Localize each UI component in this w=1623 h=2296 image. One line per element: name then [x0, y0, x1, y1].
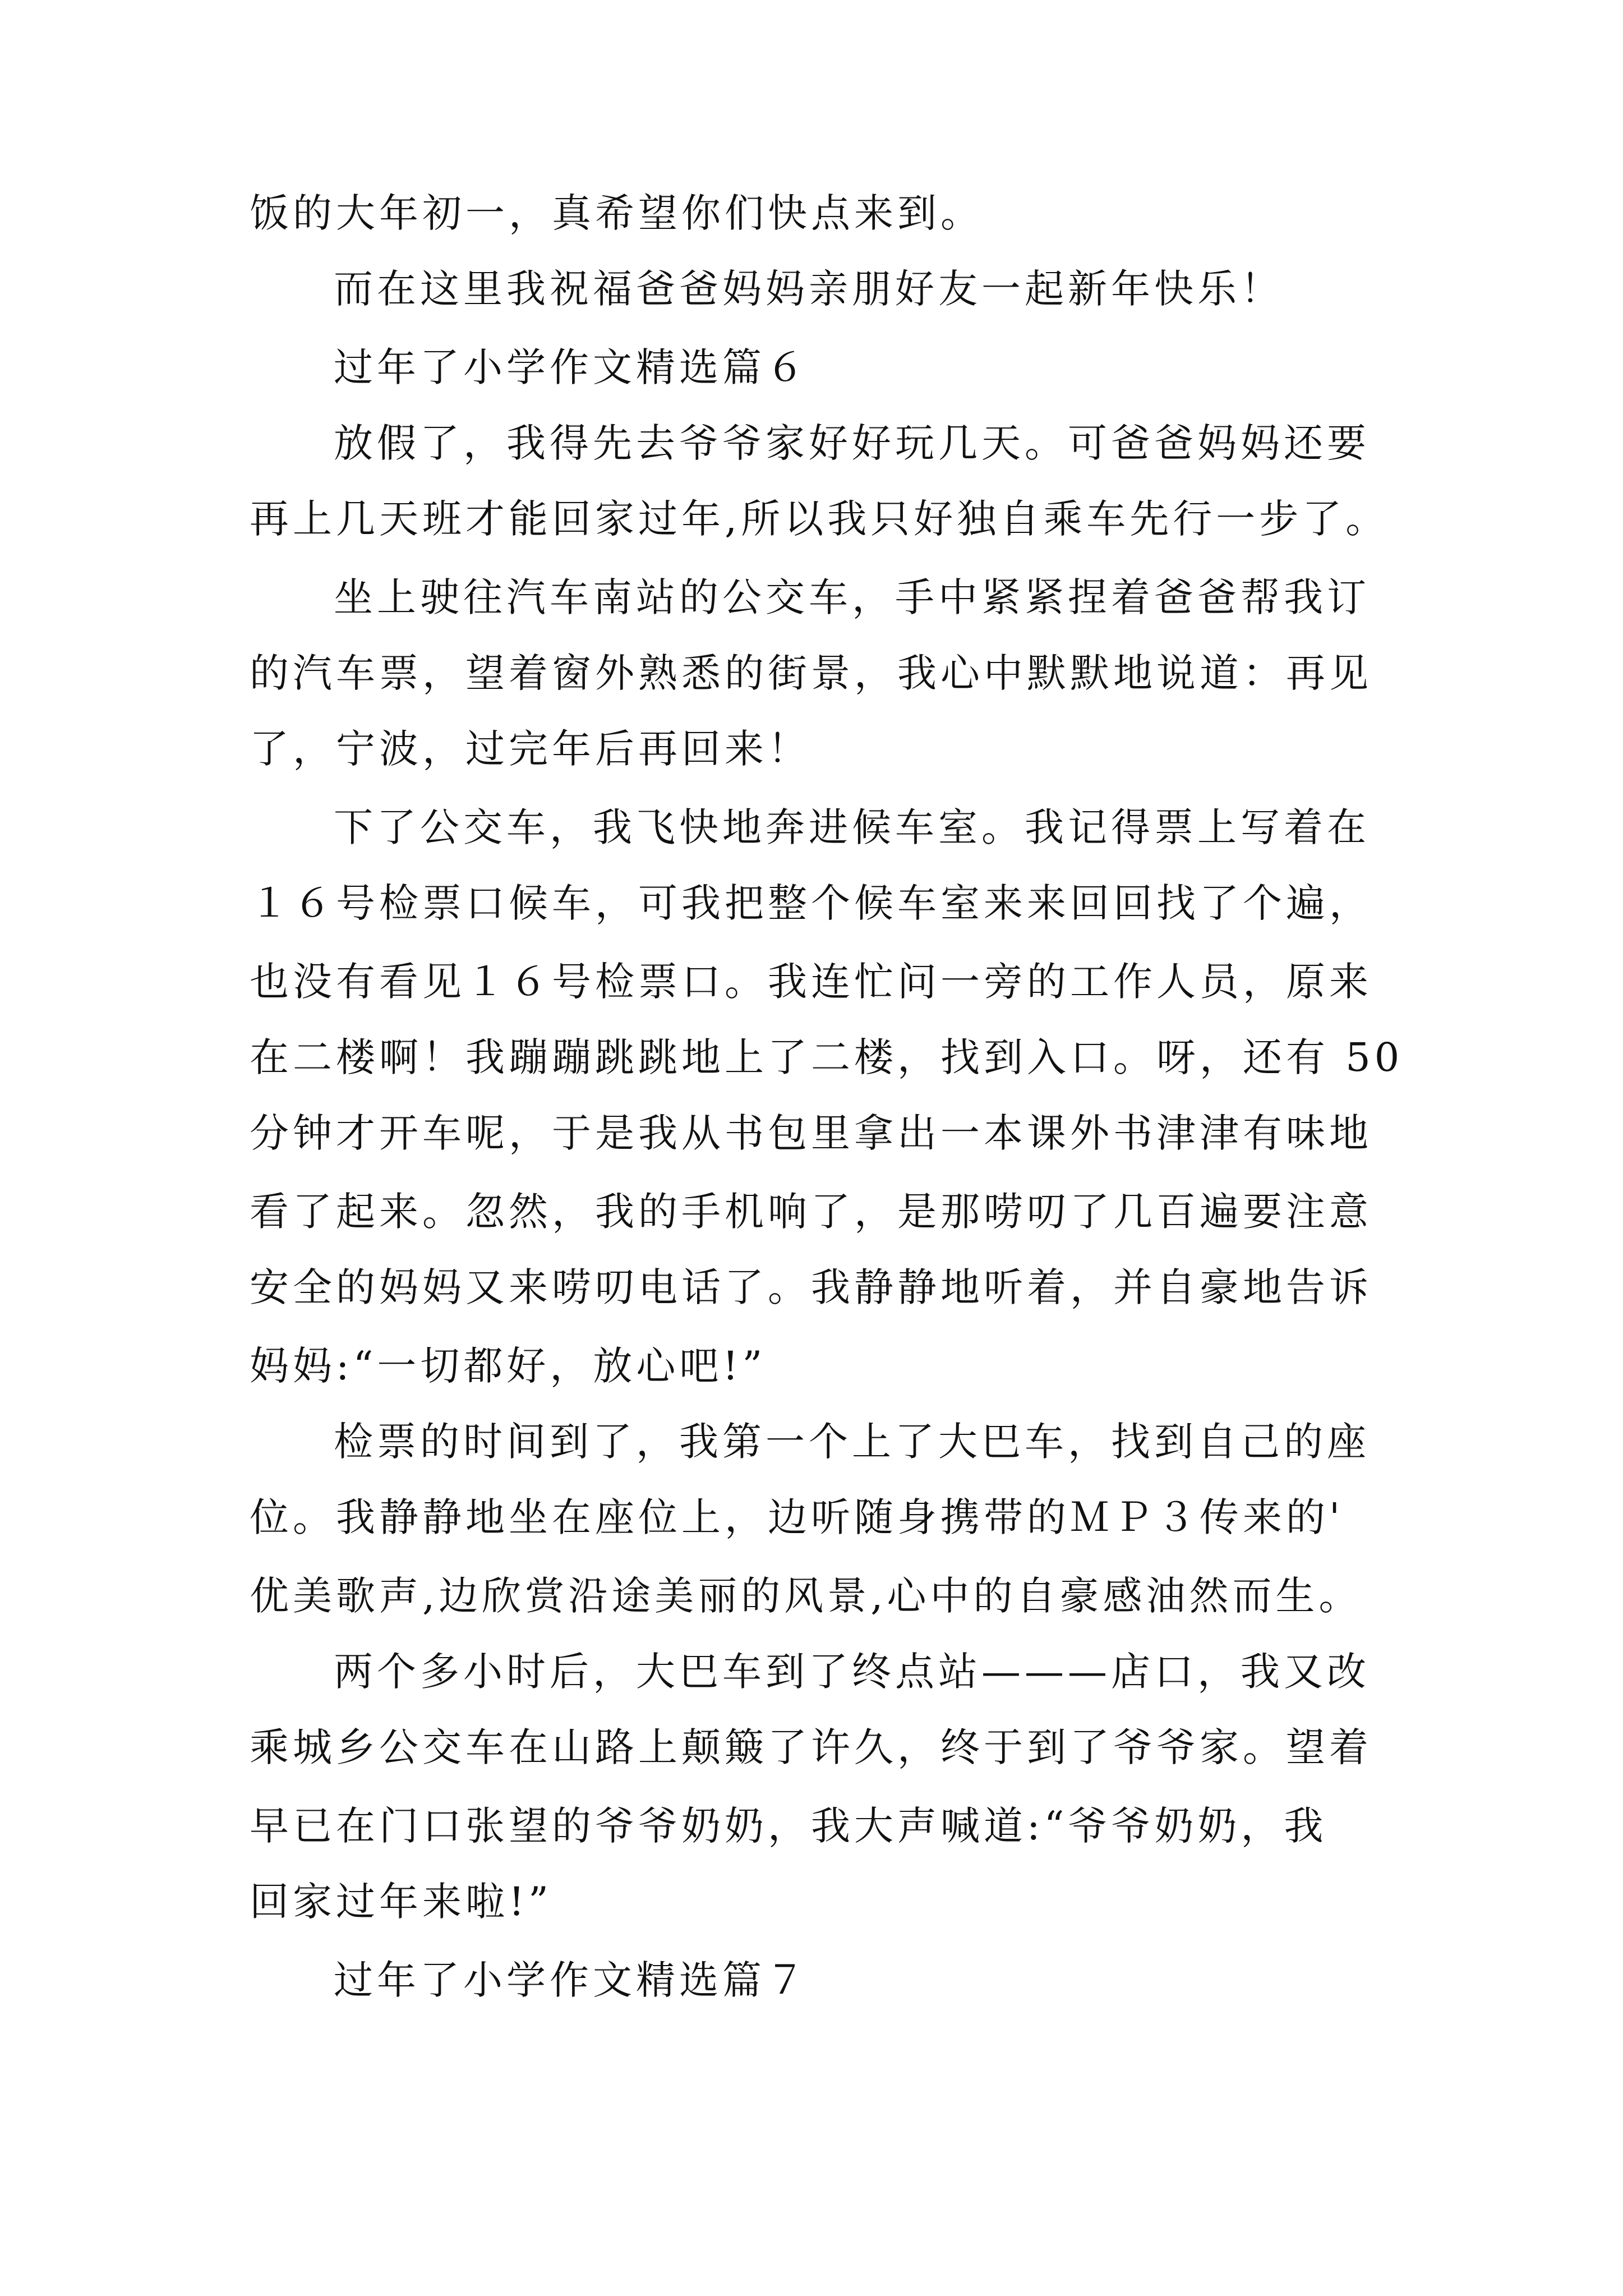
- paragraph-line: 放假了，我得先去爷爷家好好玩几天。可爸爸妈妈还要: [334, 420, 1370, 466]
- paragraph-line: 也没有看见１６号检票口。我连忙问一旁的工作人员，原来: [250, 959, 1372, 1005]
- paragraph-line: 乘城乡公交车在山路上颠簸了许久，终于到了爷爷家。望着: [250, 1724, 1372, 1770]
- paragraph-line: 回家过年来啦!”: [250, 1879, 552, 1925]
- paragraph-line: 两个多小时后，大巴车到了终点站———店口，我又改: [334, 1649, 1370, 1695]
- paragraph-line: 在二楼啊！我蹦蹦跳跳地上了二楼，找到入口。呀，还有 50: [250, 1034, 1404, 1080]
- paragraph-line: 优美歌声,边欣赏沿途美丽的风景,心中的自豪感油然而生。: [250, 1573, 1362, 1619]
- paragraph-line: １６号检票口候车，可我把整个候车室来来回回找了个遍，: [250, 880, 1372, 926]
- paragraph-line: 饭的大年初一，真希望你们快点来到。: [250, 190, 984, 236]
- section-heading: 过年了小学作文精选篇７: [334, 1957, 809, 2003]
- paragraph-line: 位。我静静地坐在座位上，边听随身携带的ＭＰ３传来的': [250, 1494, 1344, 1540]
- paragraph-line: 看了起来。忽然，我的手机响了，是那唠叨了几百遍要注意: [250, 1189, 1372, 1235]
- paragraph-line: 再上几天班才能回家过年,所以我只好独自乘车先行一步了。: [250, 496, 1389, 542]
- paragraph-line: 早已在门口张望的爷爷奶奶，我大声喊道:“爷爷奶奶，我: [250, 1803, 1327, 1849]
- paragraph-line: 妈妈:“一切都好，放心吧!”: [250, 1343, 767, 1389]
- paragraph-line: 下了公交车，我飞快地奔进候车室。我记得票上写着在: [334, 804, 1370, 850]
- paragraph-line: 了，宁波，过完年后再回来！: [250, 726, 811, 772]
- paragraph-line: 坐上驶往汽车南站的公交车，手中紧紧捏着爸爸帮我订: [334, 574, 1370, 620]
- paragraph-line: 而在这里我祝福爸爸妈妈亲朋好友一起新年快乐！: [334, 266, 1284, 312]
- paragraph-line: 检票的时间到了，我第一个上了大巴车，找到自己的座: [334, 1419, 1370, 1465]
- section-heading: 过年了小学作文精选篇６: [334, 344, 809, 390]
- paragraph-line: 的汽车票，望着窗外熟悉的街景，我心中默默地说道：再见: [250, 650, 1372, 696]
- paragraph-line: 分钟才开车呢，于是我从书包里拿出一本课外书津津有味地: [250, 1110, 1372, 1156]
- paragraph-line: 安全的妈妈又来唠叨电话了。我静静地听着，并自豪地告诉: [250, 1264, 1372, 1310]
